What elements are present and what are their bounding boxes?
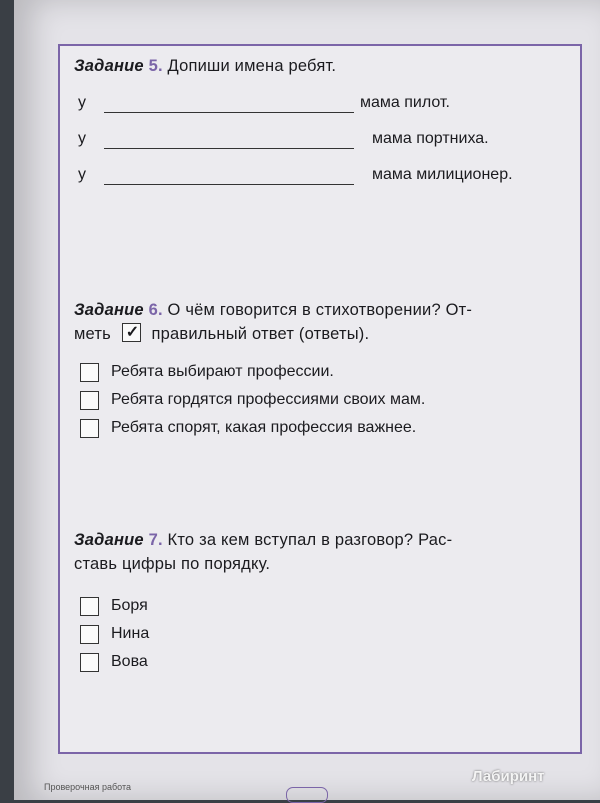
watermark: Лабиринт bbox=[472, 768, 545, 785]
task-number: 5. bbox=[148, 57, 163, 75]
number-box[interactable] bbox=[80, 625, 99, 644]
option-label: Боря bbox=[111, 597, 148, 614]
option-label: Ребята спорят, какая профессия важнее. bbox=[111, 419, 417, 436]
row-prefix: у bbox=[78, 166, 86, 183]
task-label: Задание bbox=[74, 531, 144, 549]
row-prefix: у bbox=[78, 130, 86, 147]
task-5-text: Допиши имена ребят. bbox=[167, 57, 337, 75]
task-7-title-line2: ставь цифры по порядку. bbox=[74, 555, 271, 573]
order-option[interactable] bbox=[80, 594, 148, 618]
row-suffix: мама милиционер. bbox=[372, 166, 513, 183]
order-option[interactable] bbox=[80, 650, 148, 674]
row-suffix: мама портниха. bbox=[372, 130, 489, 147]
book-page bbox=[14, 0, 600, 800]
fill-row bbox=[74, 162, 554, 190]
worksheet-frame bbox=[58, 44, 582, 754]
fill-row bbox=[74, 126, 554, 154]
footer-text: Проверочная работа bbox=[44, 782, 132, 792]
checkbox[interactable] bbox=[80, 391, 99, 410]
task-number: 6. bbox=[148, 301, 163, 319]
task-7-title bbox=[74, 528, 568, 552]
row-suffix: мама пилот. bbox=[360, 94, 450, 111]
number-box[interactable] bbox=[80, 653, 99, 672]
number-box[interactable] bbox=[80, 597, 99, 616]
task-5 bbox=[74, 54, 564, 204]
order-option[interactable] bbox=[80, 622, 149, 646]
answer-line[interactable] bbox=[104, 184, 354, 185]
task-7-text-line1: Кто за кем вступал в разговор? Рас- bbox=[167, 531, 453, 549]
option-label: Вова bbox=[111, 653, 148, 670]
row-prefix: у bbox=[78, 94, 86, 111]
task-6-text-line1: О чём говорится в стихотворении? От- bbox=[167, 301, 473, 319]
answer-option[interactable] bbox=[80, 388, 425, 412]
task-7 bbox=[74, 528, 568, 678]
checkmark-icon: ✓ bbox=[125, 324, 140, 341]
task-label: Задание bbox=[74, 301, 144, 319]
task-6-text-post: правильный ответ (ответы). bbox=[151, 325, 370, 343]
answer-option[interactable] bbox=[80, 360, 334, 384]
task-6-title bbox=[74, 298, 568, 322]
option-label: Нина bbox=[111, 625, 150, 642]
task-6 bbox=[74, 298, 568, 448]
sample-checkbox bbox=[122, 323, 141, 342]
task-6-text-pre: меть bbox=[74, 325, 111, 343]
checkbox[interactable] bbox=[80, 363, 99, 382]
option-label: Ребята выбирают профессии. bbox=[111, 363, 334, 380]
answer-line[interactable] bbox=[104, 148, 354, 149]
option-label: Ребята гордятся профессиями своих мам. bbox=[111, 391, 426, 408]
task-number: 7. bbox=[148, 531, 163, 549]
answer-option[interactable] bbox=[80, 416, 416, 440]
page-number-badge bbox=[286, 787, 328, 803]
task-label: Задание bbox=[74, 57, 144, 75]
fill-row bbox=[74, 90, 554, 118]
checkbox[interactable] bbox=[80, 419, 99, 438]
task-5-title bbox=[74, 54, 564, 78]
task-6-title-line2 bbox=[74, 322, 568, 346]
answer-line[interactable] bbox=[104, 112, 354, 113]
